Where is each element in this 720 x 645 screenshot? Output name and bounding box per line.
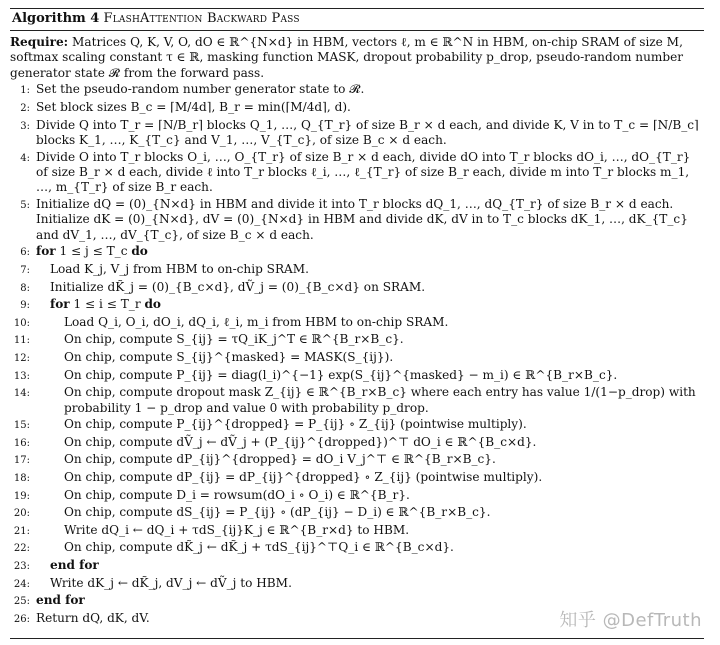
algorithm-line — [10, 452, 704, 468]
line-text: Load Q_i, O_i, dO_i, dQ_i, ℓ_i, m_i from HBM to on-chip SRAM. — [64, 314, 449, 329]
watermark: 知乎 @DefTruth — [559, 610, 702, 631]
line-content — [36, 505, 704, 521]
line-content — [36, 280, 704, 296]
algorithm-line — [10, 100, 704, 116]
keyword: for — [50, 297, 70, 312]
line-content — [36, 82, 704, 98]
line-number: 22: — [13, 543, 30, 555]
algorithm-line — [10, 470, 704, 486]
line-content — [36, 100, 704, 116]
line-number: 4: — [20, 152, 30, 164]
algorithm-line — [10, 315, 704, 331]
line-number: 2: — [20, 103, 30, 114]
algorithm-label: Algorithm 4 — [12, 11, 100, 26]
algorithm-line — [10, 576, 704, 592]
line-list — [10, 82, 704, 627]
require-text: Matrices Q, K, V, O, dO ∈ ℝ^{N×d} in HBM, vectors ℓ, m ∈ ℝ^N in HBM, on-chip SRAM of size M, softmax scaling constant τ ∈ ℝ, masking function MASK, dropout probability p_drop, pseudo-random number generator state 𝓡 from the forward pass. — [10, 35, 684, 80]
line-number: 26: — [13, 613, 30, 625]
title-rule — [10, 30, 704, 31]
algorithm-line — [10, 297, 704, 313]
algorithm-line — [10, 118, 704, 149]
line-number: 12: — [13, 352, 30, 364]
line-text: On chip, compute D_i = rowsum(dO_i ∘ O_i) ∈ ℝ^{B_r}. — [64, 487, 410, 502]
keyword: do — [144, 297, 161, 312]
algorithm-box — [10, 8, 704, 627]
line-number: 14: — [13, 388, 30, 400]
line-text: 1 ≤ i ≤ T_r — [73, 297, 141, 312]
line-text: Set block sizes B_c = ⌈M/4d⌉, B_r = min(⌈M/4d⌉, d). — [36, 100, 351, 114]
line-text: Initialize dQ = (0)_{N×d} in HBM and divide it into T_r blocks dQ_1, …, dQ_{T_r} of size B_r × d each. Initialize dK = (0)_{N×d}, dV = (0)_{N×d} in HBM and divide dK, dV in to T_c blocks dK_1, …, dK_{T_c} and dV_1, …, dV_{T_c}, of size B_c × d each. — [36, 197, 688, 242]
line-content — [36, 315, 704, 331]
algorithm-line — [10, 262, 704, 278]
line-number: 6: — [20, 247, 30, 259]
line-text: Set the pseudo-random number generator state to 𝓡. — [36, 82, 365, 97]
line-content — [36, 385, 704, 416]
algorithm-line — [10, 197, 704, 243]
line-number: 20: — [13, 508, 30, 520]
algorithm-line — [10, 435, 704, 451]
keyword: end for — [50, 557, 99, 572]
line-text: Write dK_j ← dK̃_j, dV_j ← dṼ_j to HBM. — [50, 575, 292, 590]
line-content — [36, 350, 704, 366]
line-text: On chip, compute dP_{ij} = dP_{ij}^{dropped} ∘ Z_{ij} (pointwise multiply). — [64, 469, 543, 484]
algorithm-line — [10, 505, 704, 521]
line-number: 21: — [13, 525, 30, 537]
algorithm-line — [10, 540, 704, 556]
algorithm-title — [10, 9, 704, 28]
line-text: On chip, compute P_{ij} = diag(l_i)^{−1} exp(S_{ij}^{masked} − m_i) ∈ ℝ^{B_r×B_c}. — [64, 367, 618, 382]
algorithm-line — [10, 332, 704, 348]
line-text: On chip, compute S_{ij} = τQ_iK_j^T ∈ ℝ^{B_r×B_c}. — [64, 332, 404, 347]
line-content — [36, 540, 704, 556]
line-number: 3: — [20, 120, 30, 132]
algorithm-line — [10, 368, 704, 384]
line-content — [36, 118, 704, 149]
line-content — [36, 435, 704, 451]
line-text: Load K_j, V_j from HBM to on-chip SRAM. — [50, 262, 310, 276]
line-text: On chip, compute dS_{ij} = P_{ij} ∘ (dP_{ij} − D_i) ∈ ℝ^{B_r×B_c}. — [64, 505, 491, 520]
line-content — [36, 488, 704, 504]
algorithm-line — [10, 558, 704, 574]
line-content — [36, 576, 704, 592]
keyword: do — [131, 244, 148, 259]
line-text: On chip, compute dK̃_j ← dK̃_j + τdS_{ij}^⊤Q_i ∈ ℝ^{B_c×d}. — [64, 540, 454, 555]
line-content — [36, 262, 704, 278]
line-number: 24: — [13, 578, 30, 590]
line-content — [36, 150, 704, 196]
line-number: 10: — [13, 317, 30, 329]
line-content — [36, 244, 704, 260]
line-content — [36, 297, 704, 313]
line-number: 7: — [20, 265, 30, 276]
line-text: Divide Q into T_r = ⌈N/B_r⌉ blocks Q_1, …, Q_{T_r} of size B_r × d each, and divide K, V in to T_c = ⌈N/B_c⌉ blocks K_1, …, K_{T_c} and V_1, …, V_{T_c}, of size B_c × d each. — [36, 117, 699, 147]
line-content — [36, 523, 704, 539]
algorithm-name: FlashAttention Backward Pass — [103, 11, 300, 26]
line-text: On chip, compute dropout mask Z_{ij} ∈ ℝ^{B_r×B_c} where each entry has value 1/(1−p_drop) with probability 1 − p_drop and value 0 with probability p_drop. — [64, 385, 696, 415]
algorithm-line — [10, 150, 704, 196]
line-content — [36, 332, 704, 348]
bottom-rule — [10, 638, 704, 639]
line-text: Initialize dK̃_j = (0)_{B_c×d}, dṼ_j = (0)_{B_c×d} on SRAM. — [50, 279, 426, 294]
line-number: 18: — [13, 472, 30, 484]
line-text: Return dQ, dK, dV. — [36, 610, 150, 625]
line-text: On chip, compute S_{ij}^{masked} = MASK(S_{ij}). — [64, 349, 394, 364]
line-text: Write dQ_i ← dQ_i + τdS_{ij}K_j ∈ ℝ^{B_r×d} to HBM. — [64, 522, 410, 537]
line-text: On chip, compute dṼ_j ← dṼ_j + (P_{ij}^{dropped})^⊤ dO_i ∈ ℝ^{B_c×d}. — [64, 434, 537, 449]
line-number: 16: — [13, 437, 30, 449]
line-content — [36, 470, 704, 486]
line-text: On chip, compute dP_{ij}^{dropped} = dO_i V_j^⊤ ∈ ℝ^{B_r×B_c}. — [64, 452, 496, 467]
line-number: 15: — [13, 420, 30, 432]
require-label: Require: — [10, 35, 69, 49]
line-number: 25: — [13, 596, 30, 608]
line-number: 9: — [20, 300, 30, 312]
algorithm-line — [10, 244, 704, 260]
line-number: 19: — [13, 490, 30, 502]
line-content — [36, 417, 704, 433]
algorithm-line — [10, 350, 704, 366]
line-number: 13: — [13, 370, 30, 382]
line-content — [36, 197, 704, 243]
algorithm-line — [10, 417, 704, 433]
line-number: 11: — [13, 335, 30, 347]
line-content — [36, 452, 704, 468]
keyword: for — [36, 244, 56, 259]
line-text: On chip, compute P_{ij}^{dropped} = P_{ij} ∘ Z_{ij} (pointwise multiply). — [64, 417, 527, 432]
algorithm-line — [10, 82, 704, 98]
line-number: 23: — [13, 560, 30, 572]
algorithm-line — [10, 385, 704, 416]
line-number: 5: — [20, 200, 30, 211]
algorithm-line — [10, 488, 704, 504]
require-line — [10, 35, 704, 81]
line-number: 8: — [20, 282, 30, 294]
line-number: 1: — [20, 85, 30, 97]
algorithm-line — [10, 523, 704, 539]
line-number: 17: — [13, 455, 30, 467]
line-content — [36, 368, 704, 384]
line-text: Divide O into T_r blocks O_i, …, O_{T_r} of size B_r × d each, divide dO into T_r blocks dO_i, …, dO_{T_r} of size B_r × d each, divide ℓ into T_r blocks ℓ_i, …, ℓ_{T_r} of size B_r each, divide m into T_r blocks m_1, …, m_{T_r} of size B_r each. — [36, 149, 691, 195]
algorithm-line — [10, 280, 704, 296]
algorithm-body — [10, 35, 704, 627]
line-text: 1 ≤ j ≤ T_c — [59, 244, 128, 259]
line-content — [36, 558, 704, 574]
keyword: end for — [36, 593, 85, 608]
